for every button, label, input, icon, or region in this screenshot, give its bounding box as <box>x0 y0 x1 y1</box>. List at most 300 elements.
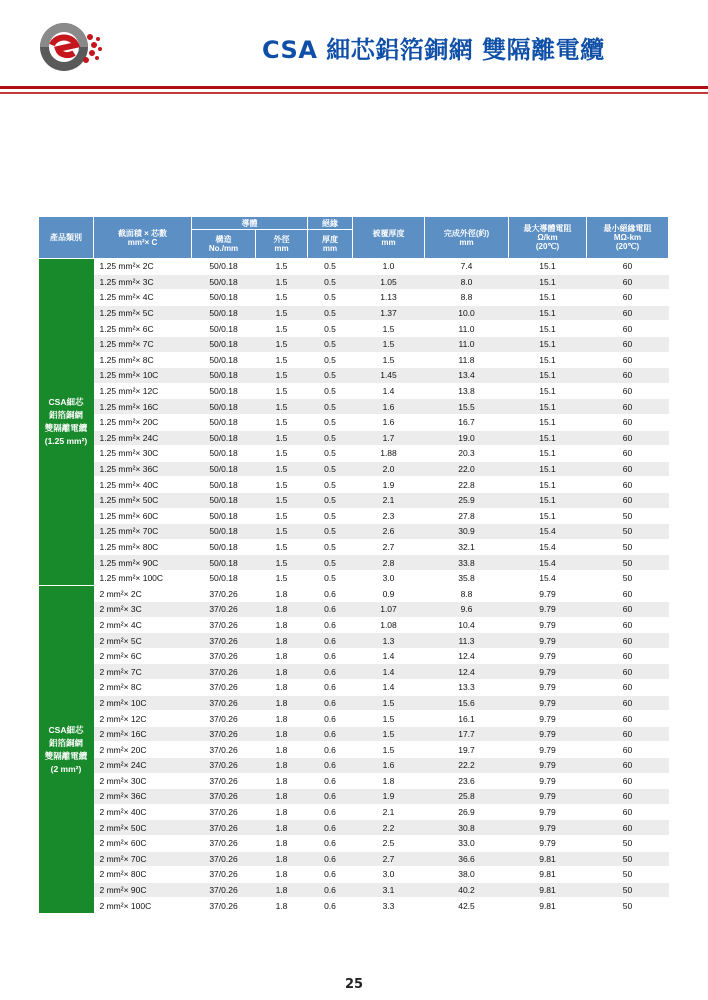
table-cell: 15.1 <box>509 446 587 462</box>
table-cell: 15.1 <box>509 290 587 306</box>
table-cell: 0.6 <box>308 633 353 649</box>
table-cell: 10.4 <box>425 617 509 633</box>
table-cell: 2.7 <box>353 539 425 555</box>
table-cell: 0.6 <box>308 664 353 680</box>
table-cell: 50 <box>587 539 669 555</box>
table-cell: 1.25 mm²× 10C <box>94 368 192 384</box>
table-cell: 2 mm²× 7C <box>94 664 192 680</box>
table-row <box>39 602 669 618</box>
table-cell: 1.7 <box>353 430 425 446</box>
table-cell: 50 <box>587 555 669 571</box>
table-row <box>39 524 669 540</box>
table-cell: 60 <box>587 804 669 820</box>
table-cell: 0.9 <box>353 586 425 602</box>
table-cell: 9.79 <box>509 726 587 742</box>
table-cell: 2 mm²× 6C <box>94 648 192 664</box>
table-cell: 50/0.18 <box>192 259 256 275</box>
table-cell: 1.5 <box>353 352 425 368</box>
table-cell: 0.5 <box>308 446 353 462</box>
table-cell: 8.8 <box>425 290 509 306</box>
table-cell: 1.25 mm²× 36C <box>94 461 192 477</box>
table-cell: 60 <box>587 602 669 618</box>
table-cell: 1.5 <box>256 321 308 337</box>
table-cell: 1.9 <box>353 789 425 805</box>
category-line: (1.25 mm²) <box>44 436 88 447</box>
table-cell: 1.5 <box>256 570 308 586</box>
table-row <box>39 555 669 571</box>
table-cell: 1.25 mm²× 40C <box>94 477 192 493</box>
table-row <box>39 446 669 462</box>
header-insulation: 絕緣 <box>308 217 353 230</box>
table-cell: 15.1 <box>509 336 587 352</box>
table-cell: 0.5 <box>308 383 353 399</box>
spec-table-body <box>39 259 669 914</box>
table-cell: 9.79 <box>509 758 587 774</box>
table-cell: 10.0 <box>425 305 509 321</box>
table-cell: 0.5 <box>308 336 353 352</box>
table-cell: 33.8 <box>425 555 509 571</box>
table-cell: 3.3 <box>353 898 425 914</box>
table-cell: 1.5 <box>256 336 308 352</box>
table-cell: 1.08 <box>353 617 425 633</box>
table-cell: 1.5 <box>256 430 308 446</box>
table-cell: 16.1 <box>425 711 509 727</box>
table-cell: 50/0.18 <box>192 399 256 415</box>
table-cell: 9.79 <box>509 789 587 805</box>
table-cell: 1.25 mm²× 70C <box>94 524 192 540</box>
table-cell: 37/0.26 <box>192 789 256 805</box>
table-row <box>39 570 669 586</box>
table-cell: 9.79 <box>509 773 587 789</box>
table-cell: 9.79 <box>509 633 587 649</box>
table-row <box>39 508 669 524</box>
table-cell: 60 <box>587 695 669 711</box>
header-resistance-temp: (20℃) <box>535 242 560 251</box>
header-outer-dia <box>256 230 308 259</box>
table-cell: 1.25 mm²× 50C <box>94 492 192 508</box>
table-row <box>39 835 669 851</box>
table-cell: 2 mm²× 30C <box>94 773 192 789</box>
table-cell: 16.7 <box>425 414 509 430</box>
table-cell: 1.8 <box>256 680 308 696</box>
table-cell: 1.07 <box>353 602 425 618</box>
table-row <box>39 383 669 399</box>
table-row <box>39 680 669 696</box>
header-resistance <box>509 217 587 259</box>
table-cell: 0.6 <box>308 804 353 820</box>
header-divider-thin <box>0 92 708 94</box>
table-cell: 15.1 <box>509 383 587 399</box>
table-row <box>39 477 669 493</box>
table-cell: 1.37 <box>353 305 425 321</box>
table-cell: 37/0.26 <box>192 742 256 758</box>
table-cell: 15.6 <box>425 695 509 711</box>
table-cell: 2.6 <box>353 524 425 540</box>
table-cell: 1.25 mm²× 7C <box>94 336 192 352</box>
header-outer-dia-label: 外徑 <box>273 235 290 244</box>
table-cell: 30.8 <box>425 820 509 836</box>
table-cell: 9.79 <box>509 742 587 758</box>
category-line: CSA細芯 <box>48 724 84 735</box>
table-cell: 0.5 <box>308 461 353 477</box>
table-cell: 1.25 mm²× 3C <box>94 274 192 290</box>
table-cell: 1.8 <box>256 711 308 727</box>
table-cell: 0.6 <box>308 742 353 758</box>
table-cell: 15.5 <box>425 399 509 415</box>
table-cell: 50 <box>587 851 669 867</box>
table-cell: 1.5 <box>353 711 425 727</box>
table-cell: 3.0 <box>353 867 425 883</box>
table-cell: 60 <box>587 352 669 368</box>
table-row <box>39 898 669 914</box>
table-cell: 11.3 <box>425 633 509 649</box>
table-cell: 26.9 <box>425 804 509 820</box>
table-cell: 2 mm²× 10C <box>94 695 192 711</box>
table-cell: 2 mm²× 12C <box>94 711 192 727</box>
table-cell: 50/0.18 <box>192 477 256 493</box>
table-cell: 3.0 <box>353 570 425 586</box>
table-cell: 50/0.18 <box>192 383 256 399</box>
table-cell: 2 mm²× 8C <box>94 680 192 696</box>
table-cell: 1.5 <box>256 524 308 540</box>
category-cell <box>39 586 94 913</box>
header-insulation-res-unit: MΩ-km <box>613 233 642 242</box>
table-cell: 2.0 <box>353 461 425 477</box>
table-cell: 60 <box>587 414 669 430</box>
table-cell: 2 mm²× 70C <box>94 851 192 867</box>
table-cell: 1.8 <box>256 851 308 867</box>
table-cell: 1.8 <box>256 726 308 742</box>
table-cell: 0.5 <box>308 352 353 368</box>
header-insulation-res-label: 最小絕緣電阻 <box>603 224 652 233</box>
table-cell: 2 mm²× 2C <box>94 586 192 602</box>
table-cell: 1.25 mm²× 12C <box>94 383 192 399</box>
table-row <box>39 711 669 727</box>
table-cell: 0.5 <box>308 508 353 524</box>
header-resistance-label: 最大導體電阻 <box>523 224 572 233</box>
table-cell: 50/0.18 <box>192 430 256 446</box>
table-row <box>39 492 669 508</box>
table-cell: 60 <box>587 336 669 352</box>
table-cell: 50/0.18 <box>192 555 256 571</box>
table-cell: 0.6 <box>308 867 353 883</box>
brand-logo <box>28 17 108 79</box>
table-cell: 15.1 <box>509 321 587 337</box>
table-cell: 25.8 <box>425 789 509 805</box>
table-cell: 25.9 <box>425 492 509 508</box>
table-row <box>39 820 669 836</box>
table-cell: 32.1 <box>425 539 509 555</box>
header-spec-label: 截面積 × 芯數 <box>117 228 168 238</box>
table-cell: 37/0.26 <box>192 882 256 898</box>
table-cell: 42.5 <box>425 898 509 914</box>
table-cell: 12.4 <box>425 648 509 664</box>
table-cell: 1.8 <box>256 617 308 633</box>
table-cell: 0.6 <box>308 758 353 774</box>
table-row <box>39 368 669 384</box>
table-cell: 0.6 <box>308 586 353 602</box>
table-cell: 50 <box>587 882 669 898</box>
table-row <box>39 321 669 337</box>
table-cell: 60 <box>587 633 669 649</box>
table-cell: 37/0.26 <box>192 851 256 867</box>
table-cell: 23.6 <box>425 773 509 789</box>
table-cell: 0.6 <box>308 898 353 914</box>
table-cell: 37/0.26 <box>192 648 256 664</box>
table-cell: 2 mm²× 40C <box>94 804 192 820</box>
header-insulation-resistance <box>587 217 669 259</box>
table-cell: 0.6 <box>308 617 353 633</box>
table-cell: 60 <box>587 492 669 508</box>
table-cell: 15.1 <box>509 508 587 524</box>
table-cell: 1.5 <box>256 259 308 275</box>
table-cell: 37/0.26 <box>192 820 256 836</box>
table-cell: 2 mm²× 60C <box>94 835 192 851</box>
table-cell: 1.8 <box>256 586 308 602</box>
table-cell: 9.79 <box>509 617 587 633</box>
table-cell: 2.5 <box>353 835 425 851</box>
table-cell: 1.5 <box>256 399 308 415</box>
table-cell: 0.5 <box>308 539 353 555</box>
table-row <box>39 789 669 805</box>
table-cell: 1.25 mm²× 30C <box>94 446 192 462</box>
table-cell: 1.4 <box>353 648 425 664</box>
table-cell: 11.0 <box>425 336 509 352</box>
header-outer-dia-unit: mm <box>274 244 289 253</box>
table-cell: 50 <box>587 524 669 540</box>
table-cell: 50/0.18 <box>192 446 256 462</box>
table-cell: 1.8 <box>256 773 308 789</box>
page-title: CSA 細芯鋁箔銅網 雙隔離電纜 <box>262 36 605 64</box>
table-cell: 37/0.26 <box>192 602 256 618</box>
table-cell: 30.9 <box>425 524 509 540</box>
category-line: CSA細芯 <box>48 397 84 408</box>
table-cell: 9.81 <box>509 882 587 898</box>
table-cell: 15.1 <box>509 461 587 477</box>
table-cell: 1.5 <box>256 352 308 368</box>
table-cell: 50/0.18 <box>192 305 256 321</box>
table-cell: 60 <box>587 711 669 727</box>
table-cell: 8.0 <box>425 274 509 290</box>
table-cell: 1.5 <box>353 726 425 742</box>
table-cell: 50/0.18 <box>192 492 256 508</box>
table-cell: 2 mm²× 24C <box>94 758 192 774</box>
table-cell: 0.6 <box>308 648 353 664</box>
table-cell: 1.5 <box>256 446 308 462</box>
table-cell: 1.8 <box>256 789 308 805</box>
table-cell: 2 mm²× 16C <box>94 726 192 742</box>
table-cell: 60 <box>587 305 669 321</box>
table-cell: 1.25 mm²× 16C <box>94 399 192 415</box>
table-cell: 8.8 <box>425 586 509 602</box>
table-row <box>39 586 669 602</box>
table-cell: 1.8 <box>256 648 308 664</box>
table-cell: 1.5 <box>256 461 308 477</box>
table-cell: 1.5 <box>256 383 308 399</box>
table-cell: 1.8 <box>256 804 308 820</box>
header-thickness-unit: mm <box>322 244 338 253</box>
header-resistance-unit: Ω/km <box>537 233 558 242</box>
table-cell: 2 mm²× 90C <box>94 882 192 898</box>
table-cell: 35.8 <box>425 570 509 586</box>
table-cell: 1.25 mm²× 90C <box>94 555 192 571</box>
table-cell: 9.81 <box>509 851 587 867</box>
table-cell: 2 mm²× 36C <box>94 789 192 805</box>
table-cell: 50/0.18 <box>192 508 256 524</box>
table-cell: 1.5 <box>256 290 308 306</box>
table-cell: 50 <box>587 867 669 883</box>
table-cell: 50 <box>587 570 669 586</box>
table-cell: 1.25 mm²× 80C <box>94 539 192 555</box>
table-cell: 1.5 <box>256 305 308 321</box>
table-row <box>39 867 669 883</box>
table-cell: 50/0.18 <box>192 539 256 555</box>
table-cell: 37/0.26 <box>192 898 256 914</box>
table-cell: 1.6 <box>353 414 425 430</box>
table-cell: 15.1 <box>509 399 587 415</box>
table-cell: 50/0.18 <box>192 274 256 290</box>
header-thickness-label: 厚度 <box>322 235 338 244</box>
table-row <box>39 726 669 742</box>
table-cell: 2 mm²× 5C <box>94 633 192 649</box>
table-row <box>39 399 669 415</box>
header-finished-od <box>425 217 509 259</box>
table-cell: 60 <box>587 461 669 477</box>
table-cell: 60 <box>587 664 669 680</box>
table-cell: 15.1 <box>509 368 587 384</box>
table-cell: 0.5 <box>308 430 353 446</box>
table-cell: 1.6 <box>353 399 425 415</box>
table-cell: 12.4 <box>425 664 509 680</box>
table-cell: 60 <box>587 773 669 789</box>
table-cell: 2.8 <box>353 555 425 571</box>
table-cell: 50 <box>587 835 669 851</box>
table-cell: 1.88 <box>353 446 425 462</box>
table-row <box>39 336 669 352</box>
category-line: 雙隔離電纜 <box>44 423 88 434</box>
table-cell: 1.8 <box>256 758 308 774</box>
table-cell: 60 <box>587 726 669 742</box>
table-cell: 1.8 <box>256 633 308 649</box>
table-cell: 1.8 <box>353 773 425 789</box>
table-row <box>39 259 669 275</box>
cable-spec-table <box>38 216 669 914</box>
table-cell: 2.2 <box>353 820 425 836</box>
table-cell: 37/0.26 <box>192 804 256 820</box>
table-cell: 1.5 <box>256 274 308 290</box>
category-line: 雙隔離電纜 <box>44 750 88 761</box>
table-cell: 19.0 <box>425 430 509 446</box>
table-cell: 15.4 <box>509 570 587 586</box>
table-cell: 13.4 <box>425 368 509 384</box>
header-thickness <box>308 230 353 259</box>
table-cell: 2.1 <box>353 492 425 508</box>
table-cell: 9.79 <box>509 804 587 820</box>
table-cell: 1.6 <box>353 758 425 774</box>
category-line: (2 mm²) <box>50 763 82 774</box>
table-cell: 60 <box>587 368 669 384</box>
table-cell: 0.5 <box>308 399 353 415</box>
table-cell: 0.5 <box>308 305 353 321</box>
table-cell: 37/0.26 <box>192 695 256 711</box>
table-cell: 50/0.18 <box>192 570 256 586</box>
table-cell: 1.5 <box>256 555 308 571</box>
category-cell <box>39 259 94 586</box>
table-cell: 60 <box>587 446 669 462</box>
table-cell: 50 <box>587 898 669 914</box>
table-cell: 60 <box>587 648 669 664</box>
category-line: 鋁箔銅網 <box>48 410 83 421</box>
table-cell: 0.6 <box>308 680 353 696</box>
table-cell: 1.4 <box>353 383 425 399</box>
table-row <box>39 882 669 898</box>
table-cell: 1.5 <box>256 539 308 555</box>
table-cell: 60 <box>587 586 669 602</box>
table-cell: 50/0.18 <box>192 290 256 306</box>
table-cell: 37/0.26 <box>192 773 256 789</box>
header-jacket <box>353 217 425 259</box>
table-cell: 2 mm²× 4C <box>94 617 192 633</box>
table-cell: 60 <box>587 399 669 415</box>
table-cell: 0.6 <box>308 835 353 851</box>
table-cell: 9.79 <box>509 680 587 696</box>
header-divider-thick <box>0 86 708 89</box>
table-cell: 13.8 <box>425 383 509 399</box>
table-cell: 50/0.18 <box>192 321 256 337</box>
table-cell: 1.5 <box>256 492 308 508</box>
table-cell: 60 <box>587 789 669 805</box>
table-cell: 15.1 <box>509 305 587 321</box>
table-cell: 0.5 <box>308 570 353 586</box>
table-cell: 9.79 <box>509 711 587 727</box>
table-cell: 15.1 <box>509 414 587 430</box>
table-cell: 38.0 <box>425 867 509 883</box>
table-cell: 2 mm²× 20C <box>94 742 192 758</box>
table-row <box>39 695 669 711</box>
table-cell: 0.6 <box>308 726 353 742</box>
table-row <box>39 539 669 555</box>
table-row <box>39 851 669 867</box>
table-cell: 22.2 <box>425 758 509 774</box>
table-cell: 50/0.18 <box>192 524 256 540</box>
table-cell: 1.8 <box>256 695 308 711</box>
table-cell: 0.6 <box>308 711 353 727</box>
table-cell: 15.1 <box>509 352 587 368</box>
header-finished-od-unit: mm <box>459 237 474 247</box>
table-row <box>39 633 669 649</box>
table-cell: 0.5 <box>308 477 353 493</box>
table-cell: 1.25 mm²× 4C <box>94 290 192 306</box>
table-cell: 60 <box>587 820 669 836</box>
header-category: 產品類別 <box>39 217 94 259</box>
table-cell: 37/0.26 <box>192 680 256 696</box>
table-cell: 0.5 <box>308 524 353 540</box>
table-cell: 1.5 <box>353 695 425 711</box>
table-cell: 0.5 <box>308 414 353 430</box>
table-cell: 9.81 <box>509 867 587 883</box>
table-cell: 0.5 <box>308 492 353 508</box>
header-jacket-label: 被覆厚度 <box>372 228 405 238</box>
table-cell: 1.8 <box>256 867 308 883</box>
table-cell: 1.3 <box>353 633 425 649</box>
table-cell: 60 <box>587 321 669 337</box>
table-cell: 9.79 <box>509 695 587 711</box>
table-cell: 1.25 mm²× 8C <box>94 352 192 368</box>
table-cell: 27.8 <box>425 508 509 524</box>
table-cell: 1.4 <box>353 664 425 680</box>
header-conductor: 導體 <box>192 217 308 230</box>
header-strand <box>192 230 256 259</box>
